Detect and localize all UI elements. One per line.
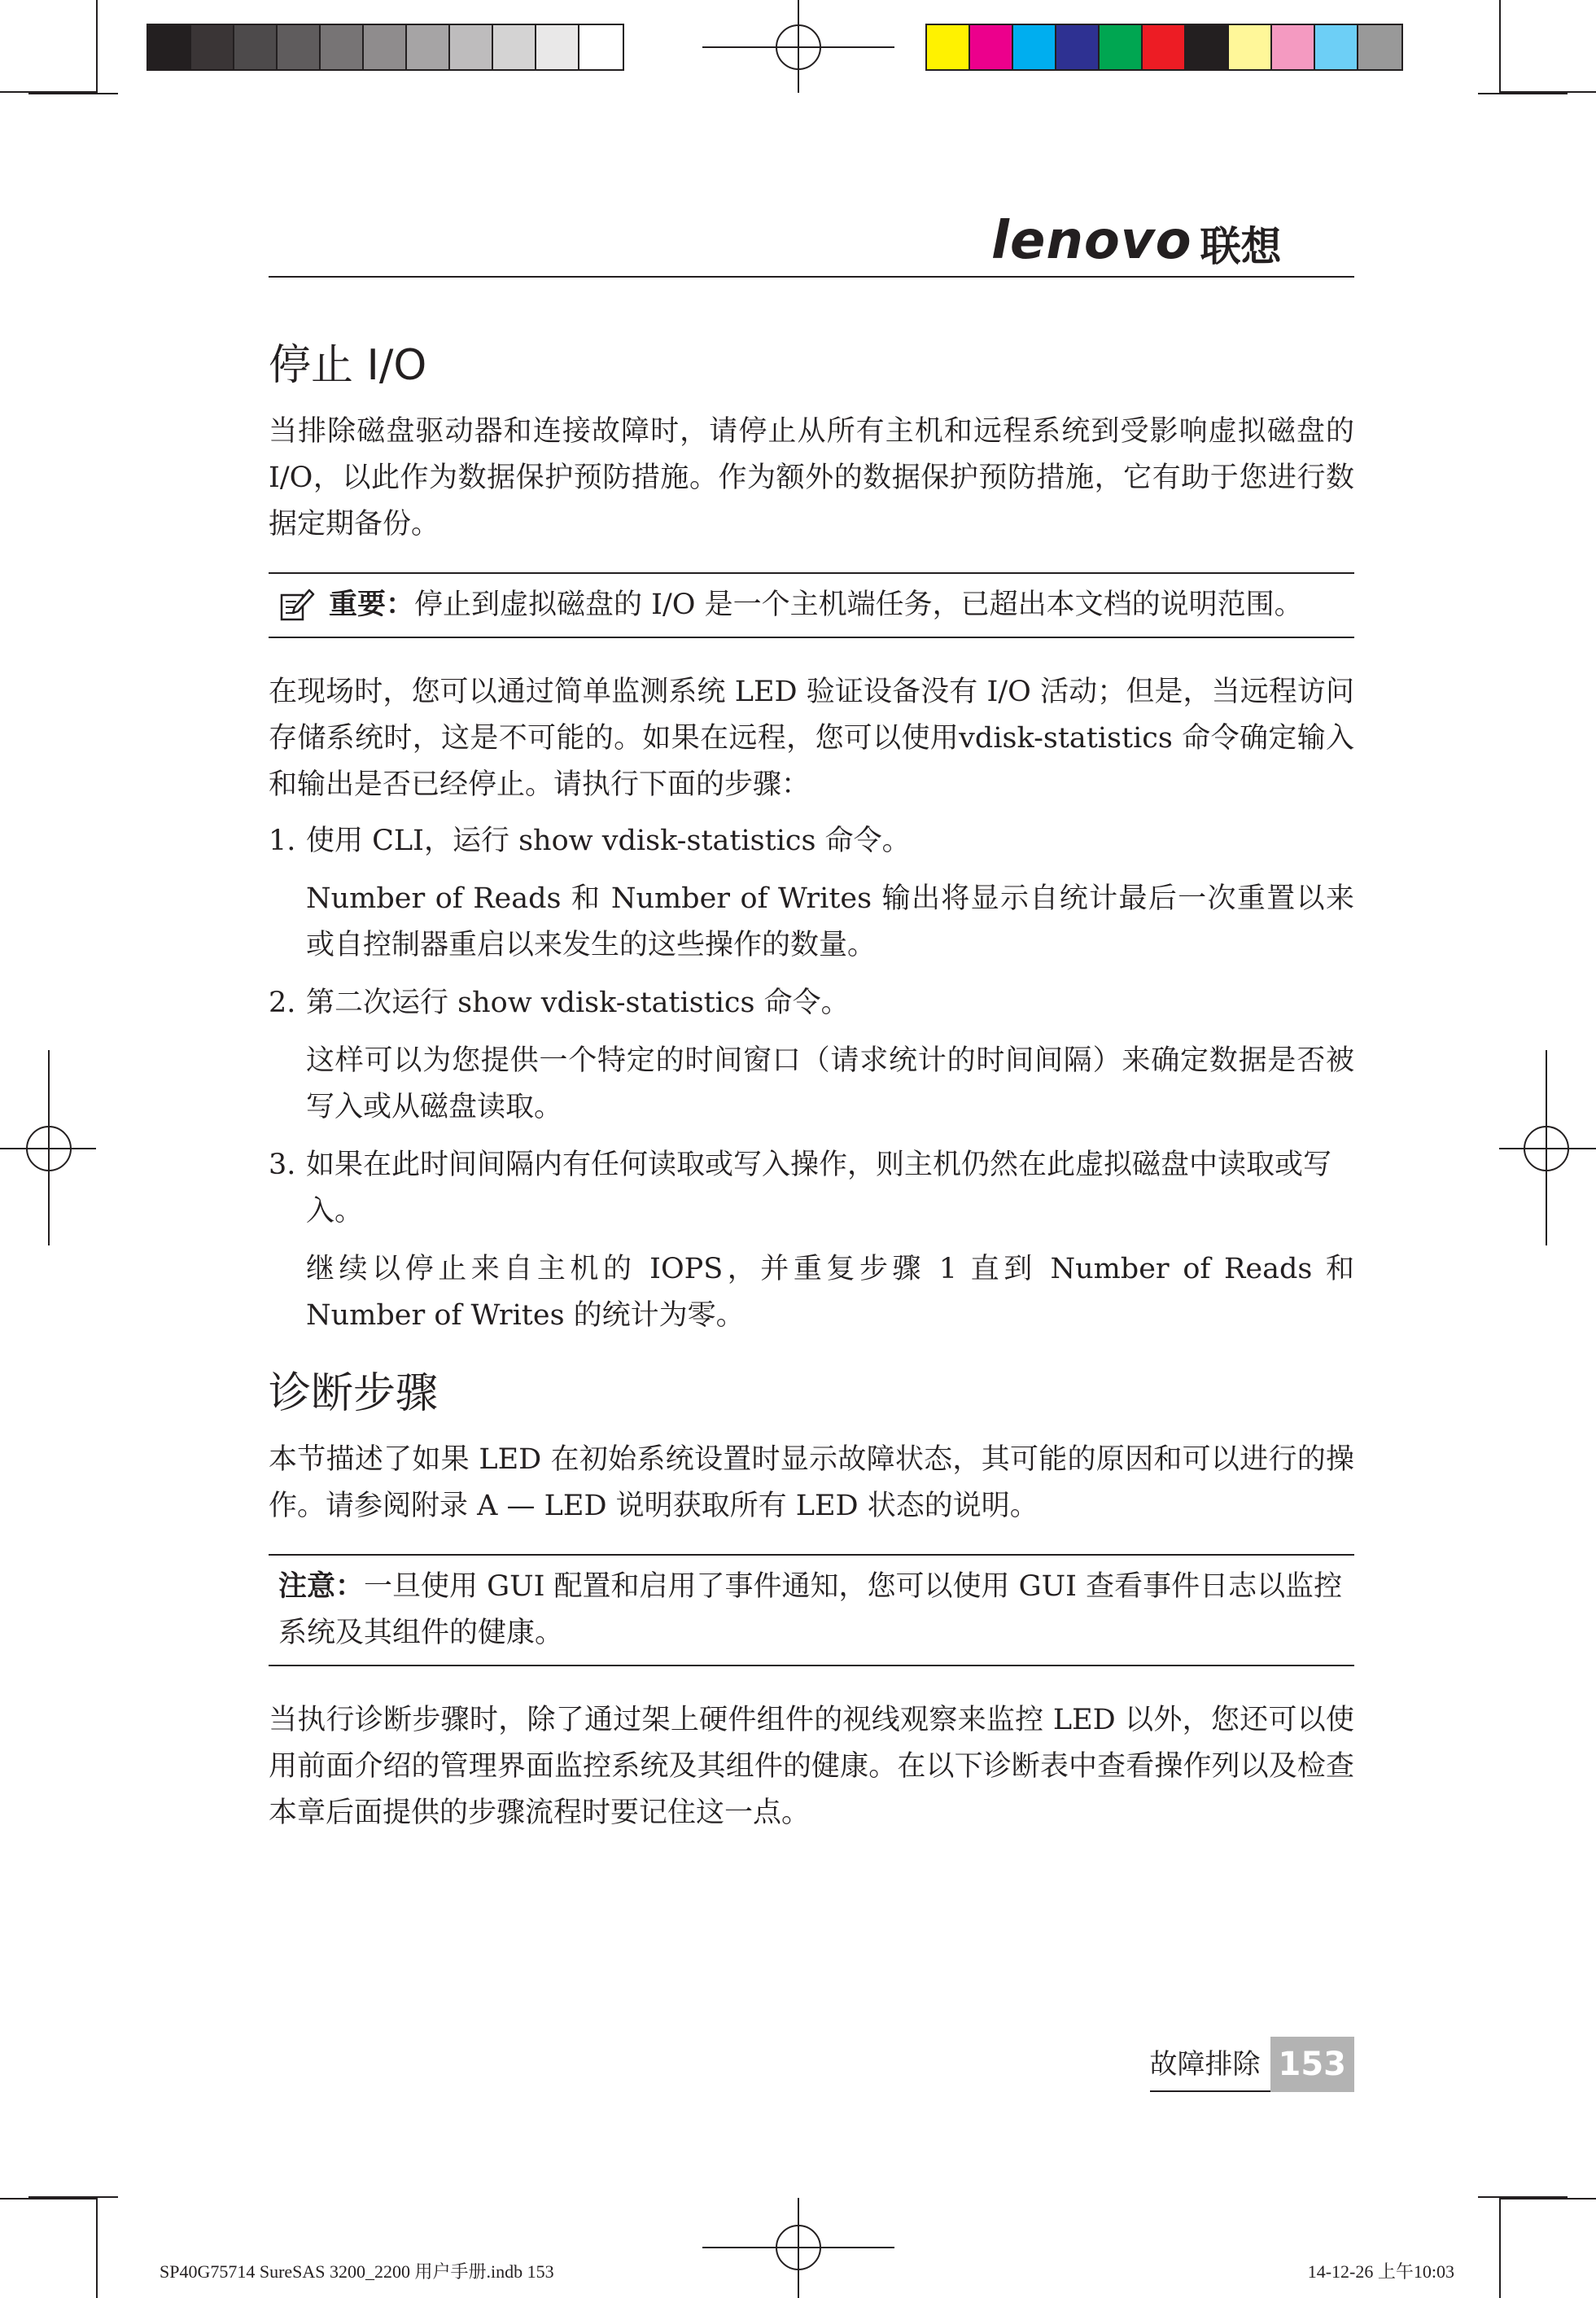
important-text: 停止到虚拟磁盘的 I/O 是一个主机端任务，已超出本文档的说明范围。 [414, 589, 1303, 621]
pencil-note-icon [278, 587, 316, 624]
gray-swatch [191, 25, 234, 69]
color-swatch [1186, 25, 1229, 69]
stop-io-steps [269, 818, 1354, 1339]
gray-calibration-bar [146, 24, 624, 71]
list-item [269, 818, 1354, 969]
color-swatch [1056, 25, 1100, 69]
step-number: 2. [269, 987, 296, 1019]
gray-swatch [364, 25, 407, 69]
step-number: 3. [269, 1149, 296, 1181]
gray-swatch [450, 25, 493, 69]
color-swatch [1013, 25, 1056, 69]
step-text: 如果在此时间间隔内有任何读取或写入操作，则主机仍然在此虚拟磁盘中读取或写入。 [306, 1149, 1332, 1228]
color-swatch [1100, 25, 1143, 69]
note-callout [269, 1554, 1354, 1666]
page-tab [1150, 2037, 1355, 2092]
gray-swatch [148, 25, 191, 69]
step-text: 第二次运行 show vdisk-statistics 命令。 [306, 987, 850, 1019]
step-detail: Number of Reads 和 Number of Writes 输出将显示自统计最后一次重置以来或自控制器重启以来发生的这些操作的数量。 [306, 882, 1354, 961]
important-callout [269, 572, 1354, 638]
color-swatch [1143, 25, 1186, 69]
print-slug-left: SP40G75714 SureSAS 3200_2200 用户手册.indb 153 [160, 2261, 554, 2282]
list-item [269, 980, 1354, 1131]
step-text: 使用 CLI，运行 show vdisk-statistics 命令。 [306, 825, 911, 857]
gray-swatch [234, 25, 278, 69]
important-label: 重要： [329, 589, 415, 621]
note-label: 注意： [278, 1570, 365, 1603]
gray-swatch [536, 25, 579, 69]
logo-word: lenovo [991, 211, 1192, 271]
step-number: 1. [269, 825, 296, 857]
color-calibration-bar [925, 24, 1403, 71]
stop-io-body: 在现场时，您可以通过简单监测系统 LED 验证设备没有 I/O 活动；但是，当远程访问存储系统时，这是不可能的。如果在远程，您可以使用vdisk-statistics 命令确定输入和输出是否已经停止。请执行下面的步骤： [269, 676, 1354, 801]
gray-swatch [278, 25, 321, 69]
section-title-diagnostics: 诊断步骤 [269, 1369, 439, 1418]
list-item [269, 1142, 1354, 1339]
color-swatch [1358, 25, 1401, 69]
chapter-name: 故障排除 [1150, 2037, 1270, 2092]
header-rule [269, 276, 1354, 278]
color-swatch [1315, 25, 1358, 69]
diagnostics-intro: 本节描述了如果 LED 在初始系统设置时显示故障状态，其可能的原因和可以进行的操作。请参阅附录 A — LED 说明获取所有 LED 状态的说明。 [269, 1443, 1354, 1522]
color-swatch [1229, 25, 1272, 69]
color-swatch [1272, 25, 1315, 69]
lenovo-logo [991, 210, 1282, 271]
page-number: 153 [1270, 2037, 1355, 2092]
gray-swatch [493, 25, 536, 69]
gray-swatch [321, 25, 364, 69]
gray-swatch [579, 25, 623, 69]
step-detail: 继续以停止来自主机的 IOPS，并重复步骤 1 直到 Number of Reads 和 Number of Writes 的统计为零。 [306, 1253, 1354, 1332]
color-swatch [927, 25, 970, 69]
logo-chinese: 联想 [1200, 223, 1282, 270]
gray-swatch [407, 25, 450, 69]
step-detail: 这样可以为您提供一个特定的时间窗口（请求统计的时间间隔）来确定数据是否被写入或从磁盘读取。 [306, 1044, 1354, 1123]
print-slug-right: 14-12-26 上午10:03 [1307, 2261, 1454, 2282]
section-title-stop-io: 停止 I/O [269, 341, 427, 390]
color-swatch [970, 25, 1013, 69]
page-content [269, 326, 1354, 1836]
note-text: 一旦使用 GUI 配置和启用了事件通知，您可以使用 GUI 查看事件日志以监控系统及其组件的健康。 [278, 1570, 1343, 1649]
stop-io-intro: 当排除磁盘驱动器和连接故障时，请停止从所有主机和远程系统到受影响虚拟磁盘的 I/O，以此作为数据保护预防措施。作为额外的数据保护预防措施，它有助于您进行数据定期备份。 [269, 415, 1354, 541]
diagnostics-body: 当执行诊断步骤时，除了通过架上硬件组件的视线观察来监控 LED 以外，您还可以使用前面介绍的管理界面监控系统及其组件的健康。在以下诊断表中查看操作列以及检查本章后面提供的步骤流程时要记住这一点。 [269, 1704, 1354, 1829]
